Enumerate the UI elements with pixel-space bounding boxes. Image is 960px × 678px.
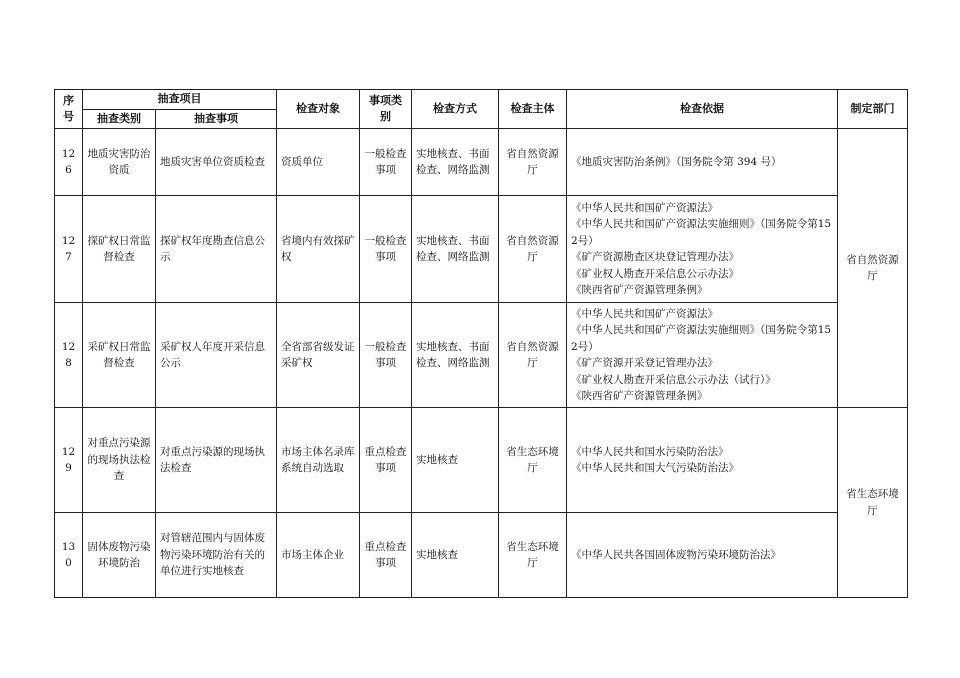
row-method: 实地核查 bbox=[412, 513, 499, 598]
row-subject: 省自然资源厅 bbox=[499, 129, 567, 196]
header-matter-type: 事项类别 bbox=[360, 90, 412, 129]
header-inspect-subject: 检查主体 bbox=[499, 90, 567, 129]
row-type: 一般检查事项 bbox=[360, 303, 412, 408]
basis-line: 《矿业权人勘查开采信息公示办法》 bbox=[571, 267, 739, 280]
header-row-1 bbox=[55, 90, 908, 110]
table-row bbox=[55, 129, 908, 196]
dept-cell: 省生态环境厅 bbox=[838, 408, 908, 598]
row-object: 全省部省级发证采矿权 bbox=[277, 303, 360, 408]
basis-line: 《矿业权人勘查开采信息公示办法（试行）》 bbox=[571, 373, 776, 386]
row-matter: 对重点污染源的现场执法检查 bbox=[156, 408, 277, 513]
basis-line: 《中华人民共各国固体废物污染环境防治法》 bbox=[571, 548, 781, 561]
row-type: 一般检查事项 bbox=[360, 196, 412, 303]
header-inspect-basis: 检查依据 bbox=[567, 90, 838, 129]
basis-line: 《中华人民共和国矿产资源法》 bbox=[571, 307, 718, 320]
row-seq: 126 bbox=[55, 129, 83, 196]
row-object: 资质单位 bbox=[277, 129, 360, 196]
header-inspect-matter: 抽查事项 bbox=[156, 110, 277, 129]
basis-line: 《中华人民共和国矿产资源法实施细则》（国务院令第152号） bbox=[571, 218, 832, 247]
basis-line: 《陕西省矿产资源管理条例》 bbox=[571, 390, 708, 402]
row-basis bbox=[567, 196, 838, 303]
row-basis bbox=[567, 129, 838, 196]
row-category: 固体废物污染环境防治 bbox=[83, 513, 156, 598]
row-method: 实地核查、书面检查、网络监测 bbox=[412, 303, 499, 408]
basis-line: 《中华人民共和国矿产资源法实施细则》（国务院令第152号） bbox=[571, 324, 832, 353]
table-row bbox=[55, 303, 908, 408]
row-category: 采矿权日常监督检查 bbox=[83, 303, 156, 408]
basis-line: 《地质灾害防治条例》（国务院令第 394 号） bbox=[571, 155, 782, 168]
row-type: 一般检查事项 bbox=[360, 129, 412, 196]
row-matter: 地质灾害单位资质检查 bbox=[156, 129, 277, 196]
row-basis bbox=[567, 408, 838, 513]
row-matter: 探矿权年度勘查信息公示 bbox=[156, 196, 277, 303]
row-method: 实地核查、书面检查、网络监测 bbox=[412, 196, 499, 303]
row-basis bbox=[567, 303, 838, 408]
header-inspect-method: 检查方式 bbox=[412, 90, 499, 129]
row-subject: 省生态环境厅 bbox=[499, 408, 567, 513]
row-basis bbox=[567, 513, 838, 598]
row-seq: 127 bbox=[55, 196, 83, 303]
header-inspect-object: 检查对象 bbox=[277, 90, 360, 129]
header-inspect-category: 抽查类别 bbox=[83, 110, 156, 129]
basis-line: 《矿产资源勘查区块登记管理办法》 bbox=[571, 251, 739, 263]
basis-line: 《中华人民共和国水污染防治法》 bbox=[571, 445, 729, 458]
table-row bbox=[55, 408, 908, 513]
row-subject: 省自然资源厅 bbox=[499, 196, 567, 303]
row-type: 重点检查事项 bbox=[360, 513, 412, 598]
row-method: 实地核查、书面检查、网络监测 bbox=[412, 129, 499, 196]
basis-line: 《中华人民共和国大气污染防治法》 bbox=[571, 462, 739, 474]
row-object: 市场主体企业 bbox=[277, 513, 360, 598]
row-object: 省境内有效探矿权 bbox=[277, 196, 360, 303]
basis-line: 《陕西省矿产资源管理条例》 bbox=[571, 284, 708, 296]
row-seq: 129 bbox=[55, 408, 83, 513]
row-seq: 130 bbox=[55, 513, 83, 598]
table-row bbox=[55, 513, 908, 598]
header-seq: 序号 bbox=[55, 90, 83, 129]
row-object: 市场主体名录库系统自动选取 bbox=[277, 408, 360, 513]
inspection-table bbox=[54, 89, 908, 598]
row-matter: 采矿权人年度开采信息公示 bbox=[156, 303, 277, 408]
table-row bbox=[55, 196, 908, 303]
dept-cell: 省自然资源厅 bbox=[838, 129, 908, 408]
basis-line: 《中华人民共和国矿产资源法》 bbox=[571, 201, 718, 214]
row-subject: 省自然资源厅 bbox=[499, 303, 567, 408]
row-subject: 省生态环境厅 bbox=[499, 513, 567, 598]
header-inspect-item-group: 抽查项目 bbox=[83, 90, 277, 110]
row-method: 实地核查 bbox=[412, 408, 499, 513]
row-type: 重点检查事项 bbox=[360, 408, 412, 513]
basis-line: 《矿产资源开采登记管理办法》 bbox=[571, 357, 718, 369]
row-category: 地质灾害防治资质 bbox=[83, 129, 156, 196]
header-dept: 制定部门 bbox=[838, 90, 908, 129]
row-matter: 对管辖范围内与固体废物污染环境防治有关的单位进行实地核查 bbox=[156, 513, 277, 598]
row-category: 探矿权日常监督检查 bbox=[83, 196, 156, 303]
row-category: 对重点污染源的现场执法检查 bbox=[83, 408, 156, 513]
row-seq: 128 bbox=[55, 303, 83, 408]
